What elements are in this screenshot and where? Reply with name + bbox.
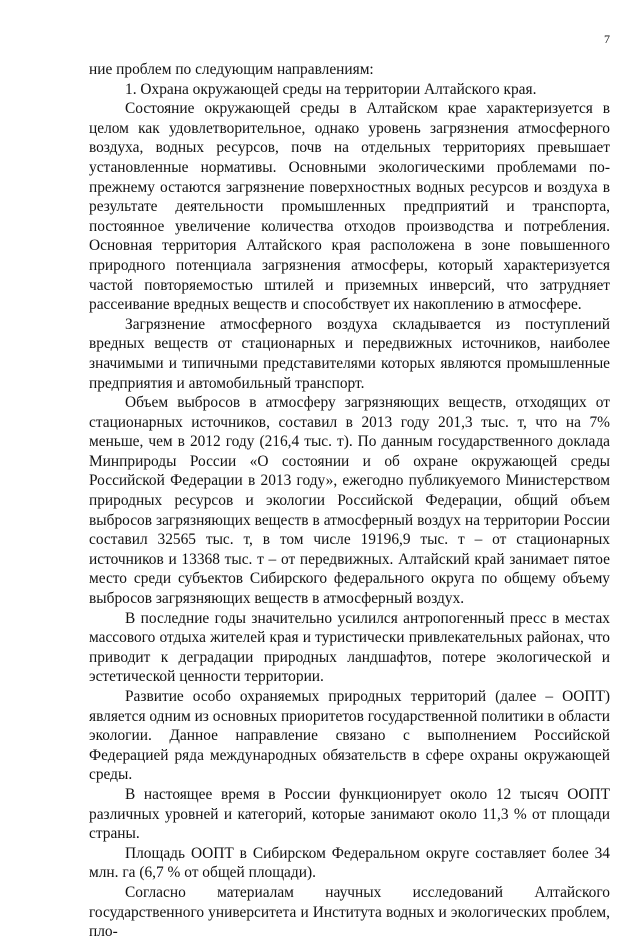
paragraph: Площадь ООПТ в Сибирском Федеральном округе составляет более 34 млн. га (6,7 % от общей площади). [89, 844, 610, 882]
paragraph: Объем выбросов в атмосферу загрязняющих веществ, отходящих от стационарных источников, составил в 2013 году 201,3 тыс. т, что на 7% меньше, чем в 2012 году (216,4 тыс. т). По данным государственного доклада Минприроды России «О состоянии и об охране окружающей среды Российской Федерации в 2013 году», ежегодно публикуемого Министерством природных ресурсов и экологии Российской Федерации, общий объем выбросов загрязняющих веществ в атмосферный воздух на территории России составил 32565 тыс. т, в том числе 19196,9 тыс. т – от стационарных источников и 13368 тыс. т – от передвижных. Алтайский край занимает пятое место среди субъектов Сибирского федерального округа по общему объему выбросов загрязняющих веществ в атмосферный воздух. [89, 394, 610, 608]
paragraph: Согласно материалам научных исследований Алтайского государственного университета и Института водных и экологических проблем, пло- [89, 883, 610, 941]
page-number: 7 [604, 32, 610, 46]
body-text [89, 60, 610, 942]
section-heading: 1. Охрана окружающей среды на территории Алтайского края. [125, 80, 537, 98]
paragraph: В настоящее время в России функционирует около 12 тысяч ООПТ различных уровней и категорий, которые занимают около 11,3 % от площади страны. [89, 785, 610, 843]
paragraph: Развитие особо охраняемых природных территорий (далее – ООПТ) является одним из основных приоритетов государственной политики в области экологии. Данное направление связано с выполнением Российской Федерацией ряда международных обязательств в сфере охраны окружающей среды. [89, 688, 610, 784]
paragraph-continuation: ние проблем по следующим направлениям: [89, 61, 374, 78]
paragraph: Состояние окружающей среды в Алтайском крае характеризуется в целом как удовлетворительное, однако уровень загрязнения атмосферного воздуха, водных ресурсов, почв на отдельных территориях превышает установленные нормативы. Основными экологическими проблемами по-прежнему остаются загрязнение поверхностных водных ресурсов и воздуха в результате деятельности промышленных предприятий и транспорта, постоянное увеличение количества отходов производства и потребления. Основная территория Алтайского края расположена в зоне повышенного природного потенциала загрязнения атмосферы, который характеризуется частой повторяемостью штилей и приземных инверсий, что затрудняет рассеивание вредных веществ и способствует их накоплению в атмосфере. [89, 100, 610, 314]
paragraph: В последние годы значительно усилился антропогенный пресс в местах массового отдыха жителей края и туристически привлекательных районах, что приводит к деградации природных ландшафтов, потере экологической и эстетической ценности территории. [89, 609, 610, 686]
paragraph: Загрязнение атмосферного воздуха складывается из поступлений вредных веществ от стационарных и передвижных источников, наиболее значимыми и типичными представителями которых являются промышленные предприятия и автомобильный транспорт. [89, 315, 610, 392]
